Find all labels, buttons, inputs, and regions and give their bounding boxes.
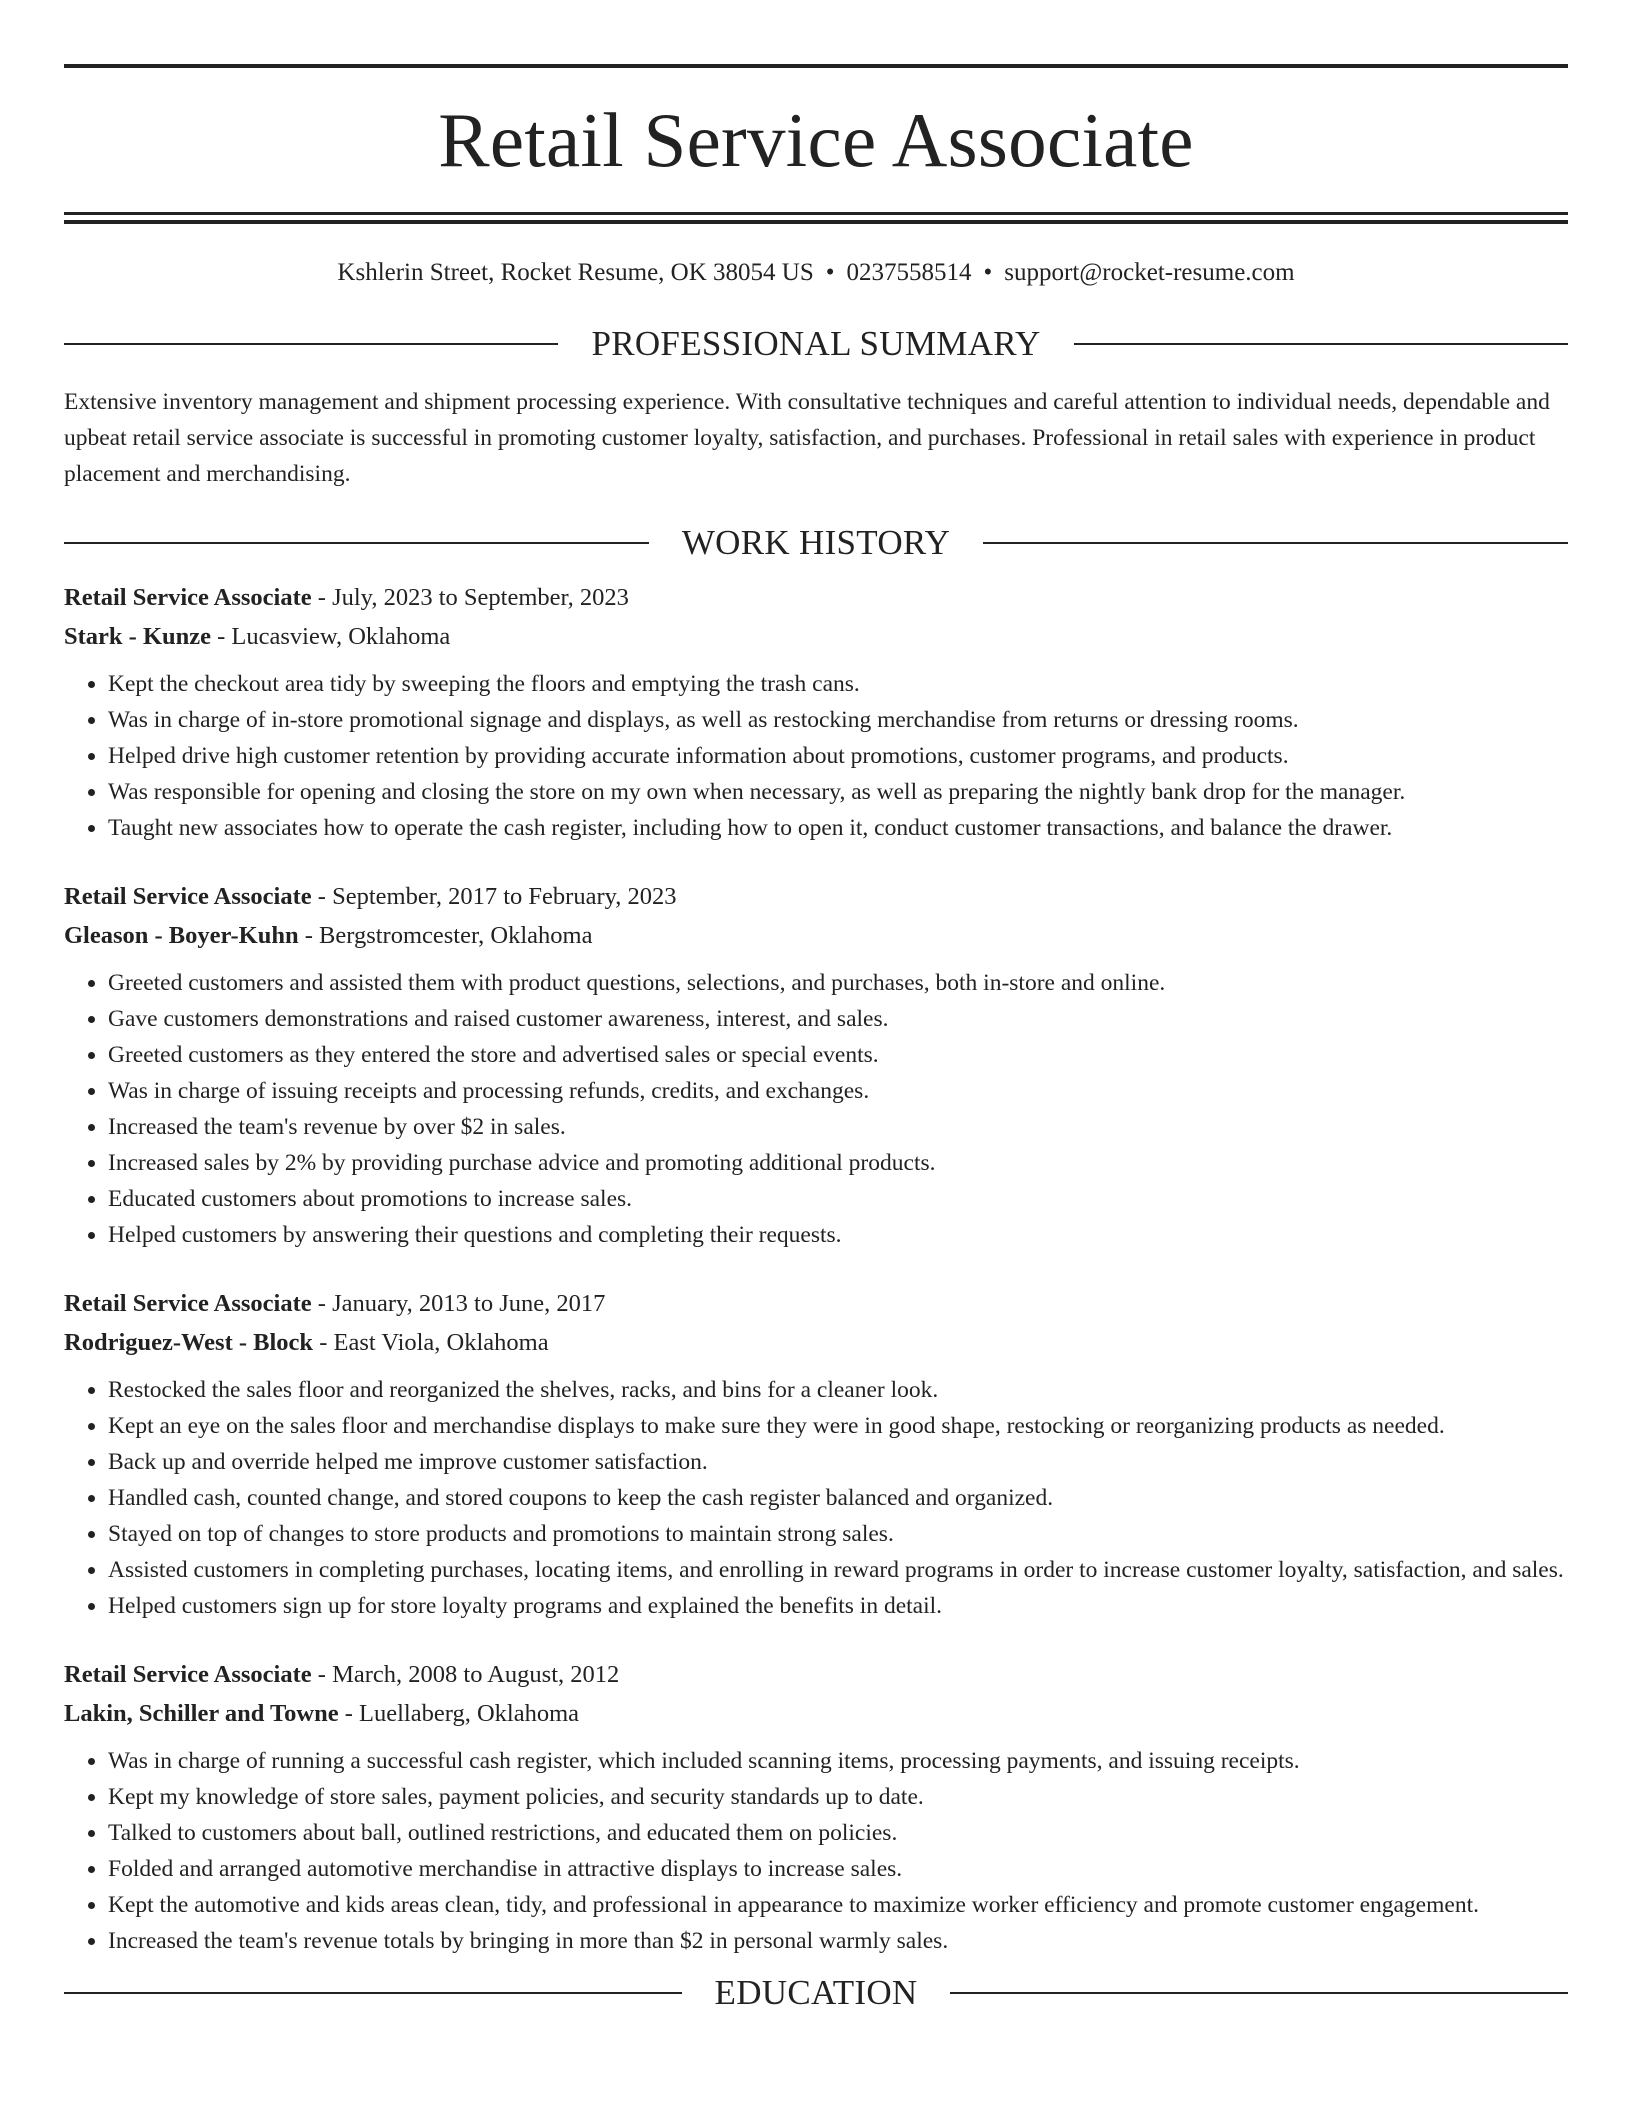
job-bullet-list [64,1743,1568,1959]
job-title: Retail Service Associate [64,1290,312,1317]
summary-heading-label: PROFESSIONAL SUMMARY [591,324,1041,363]
job-title-line [64,1284,1568,1323]
job-list [64,578,1568,1959]
job-entry [64,1655,1568,1959]
job-company: Rodriguez-West - Block [64,1329,314,1356]
dash: - [313,1329,334,1356]
job-bullet: • Kept my knowledge of store sales, payment policies, and security standards up to date. [108,1779,1568,1815]
job-company-line [64,916,1568,955]
job-title-line [64,578,1568,617]
job-company-line [64,1323,1568,1362]
job-location: Luellaberg, Oklahoma [359,1700,580,1727]
top-rule [64,64,1568,68]
job-title: Retail Service Associate [64,584,312,611]
job-dates: September, 2017 to February, 2023 [332,883,677,910]
heading-rule-right [983,542,1568,544]
job-location: East Viola, Oklahoma [333,1329,549,1356]
job-title-line [64,877,1568,916]
job-entry [64,1284,1568,1624]
job-bullet: • Stayed on top of changes to store products and promotions to maintain strong sales. [108,1516,1568,1552]
job-bullet: • Handled cash, counted change, and stored coupons to keep the cash register balanced and organized. [108,1480,1568,1516]
job-dates: January, 2013 to June, 2017 [332,1290,606,1317]
job-company: Stark - Kunze [64,623,211,650]
job-bullet: • Was in charge of running a successful cash register, which included scanning items, processing payments, and issuing receipts. [108,1743,1568,1779]
job-entry [64,877,1568,1253]
work-history-heading-label: WORK HISTORY [681,523,951,562]
job-bullet: • Kept an eye on the sales floor and merchandise displays to make sure they were in good shape, restocking or reorganizing products as needed. [108,1408,1568,1444]
job-bullet: • Gave customers demonstrations and raised customer awareness, interest, and sales. [108,1001,1568,1037]
job-bullet: • Taught new associates how to operate the cash register, including how to open it, conduct customer transactions, and balance the drawer. [108,810,1568,846]
job-company-line [64,1694,1568,1733]
dash: - [298,922,320,949]
job-bullet: • Helped customers by answering their questions and completing their requests. [108,1217,1568,1253]
job-bullet: • Greeted customers and assisted them with product questions, selections, and purchases, both in-store and online. [108,965,1568,1001]
job-bullet: • Greeted customers as they entered the store and advertised sales or special events. [108,1037,1568,1073]
title-double-rule [64,212,1568,224]
dash: - [311,1661,333,1688]
job-location: Lucasview, Oklahoma [231,623,451,650]
resume-page [64,64,1568,2010]
job-bullet-list [64,1372,1568,1624]
summary-heading [64,326,1568,361]
dash: - [311,584,333,611]
job-bullet: • Back up and override helped me improve customer satisfaction. [108,1444,1568,1480]
heading-rule-right [950,1992,1568,1994]
job-bullet: • Educated customers about promotions to increase sales. [108,1181,1568,1217]
contact-email: support@rocket-resume.com [1004,259,1295,286]
dash: - [311,1290,333,1317]
heading-rule-left [64,542,649,544]
page-title: Retail Service Associate [438,97,1194,183]
education-heading-label: EDUCATION [714,1973,918,2012]
job-bullet: • Kept the checkout area tidy by sweeping the floors and emptying the trash cans. [108,666,1568,702]
job-bullet: • Was in charge of in-store promotional signage and displays, as well as restocking merchandise from returns or dressing rooms. [108,702,1568,738]
job-bullet: • Was in charge of issuing receipts and processing refunds, credits, and exchanges. [108,1073,1568,1109]
dash: - [338,1700,360,1727]
job-bullet: • Kept the automotive and kids areas clean, tidy, and professional in appearance to maximize worker efficiency and promote customer engagement. [108,1887,1568,1923]
heading-rule-left [64,1992,682,1994]
heading-rule-left [64,343,558,345]
job-title: Retail Service Associate [64,1661,312,1688]
job-bullet-list [64,666,1568,846]
job-bullet: • Helped drive high customer retention by providing accurate information about promotions, customer programs, and products. [108,738,1568,774]
job-bullet: • Helped customers sign up for store loyalty programs and explained the benefits in detail. [108,1588,1568,1624]
summary-text: Extensive inventory management and shipment processing experience. With consultative techniques and careful attention to individual needs, dependable and upbeat retail service associate is successful in promoting customer loyalty, satisfaction, and purchases. Professional in retail sales with experience in product placement and merchandising. [64,389,1550,487]
contact-address: Kshlerin Street, Rocket Resume, OK 38054 US [337,259,814,286]
job-bullet: • Folded and arranged automotive merchandise in attractive displays to increase sales. [108,1851,1568,1887]
job-bullet: • Increased the team's revenue totals by bringing in more than $2 in personal warmly sales. [108,1923,1568,1959]
job-title-line [64,1655,1568,1694]
education-heading [64,1975,1568,2010]
job-bullet: • Assisted customers in completing purchases, locating items, and enrolling in reward programs in order to increase customer loyalty, satisfaction, and sales. [108,1552,1568,1588]
job-title: Retail Service Associate [64,883,312,910]
job-bullet: • Talked to customers about ball, outlined restrictions, and educated them on policies. [108,1815,1568,1851]
job-dates: March, 2008 to August, 2012 [332,1661,620,1688]
job-company-line [64,617,1568,656]
job-company: Gleason - Boyer-Kuhn [64,922,299,949]
job-bullet: • Restocked the sales floor and reorganized the shelves, racks, and bins for a cleaner look. [108,1372,1568,1408]
dash: - [211,623,232,650]
work-history-heading [64,525,1568,560]
job-bullet-list [64,965,1568,1253]
heading-rule-right [1074,343,1568,345]
dash: - [311,883,333,910]
contact-separator: • [825,259,835,286]
contact-phone: 0237558514 [846,259,972,286]
job-dates: July, 2023 to September, 2023 [332,584,629,611]
contact-line [64,258,1568,288]
job-bullet: • Increased sales by 2% by providing purchase advice and promoting additional products. [108,1145,1568,1181]
job-company: Lakin, Schiller and Towne [64,1700,339,1727]
job-bullet: • Increased the team's revenue by over $2 in sales. [108,1109,1568,1145]
job-entry [64,578,1568,846]
contact-separator: • [983,259,993,286]
job-location: Bergstromcester, Oklahoma [319,922,593,949]
job-bullet: • Was responsible for opening and closing the store on my own when necessary, as well as preparing the nightly bank drop for the manager. [108,774,1568,810]
